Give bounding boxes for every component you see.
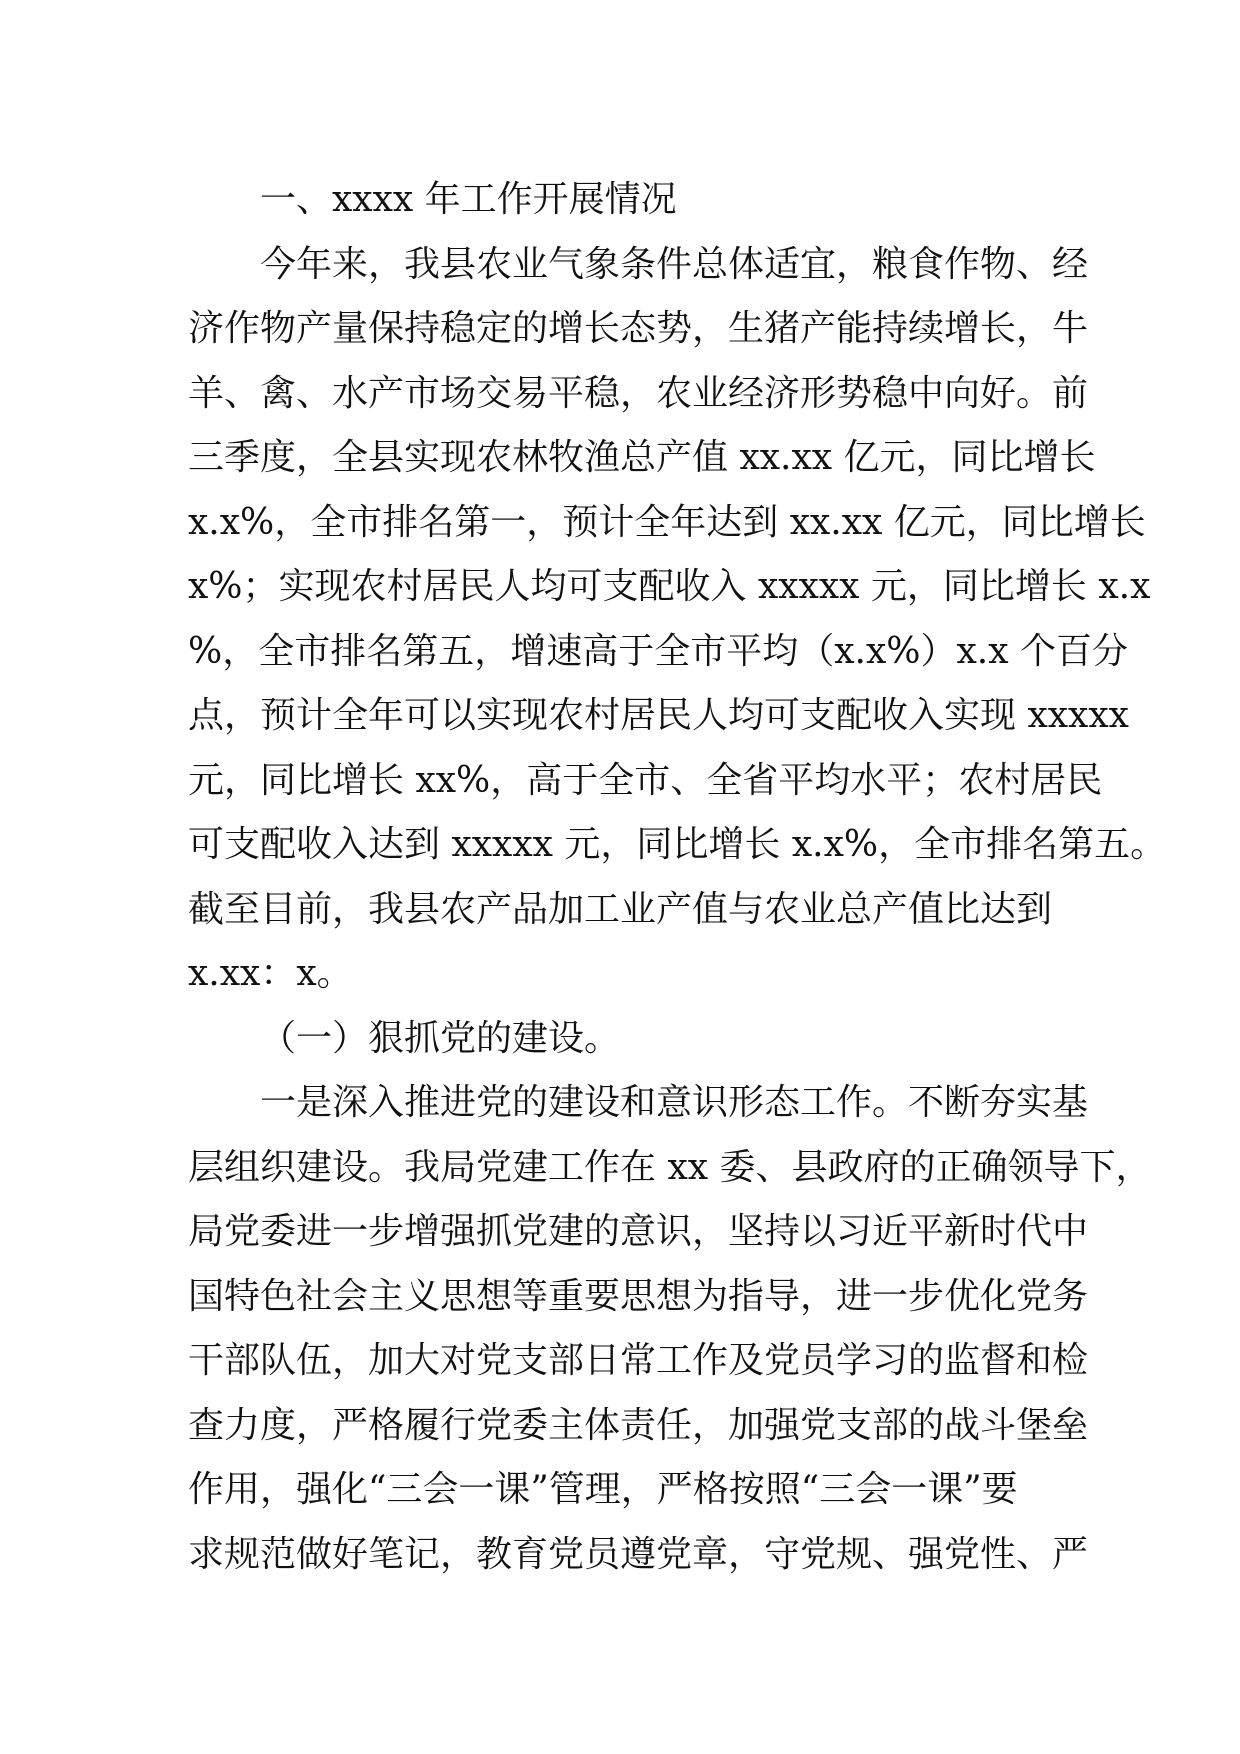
text-line: 元，同比增长 xx%，高于全市、全省平均水平；农村居民 (188, 759, 1103, 801)
text-line: 济作物产量保持稳定的增长态势，生猪产能持续增长，牛 (188, 308, 1089, 349)
text-line: 干部队伍，加大对党支部日常工作及党员学习的监督和检 (188, 1340, 1089, 1381)
text-line: x.xx：x。 (188, 953, 353, 994)
paragraph-party-building (188, 1071, 1152, 1587)
heading-text: 一、xxxx 年工作开展情况 (260, 179, 677, 220)
text-line: 羊、禽、水产市场交易平稳，农业经济形势稳中向好。前 (188, 372, 1089, 414)
text-line: 点，预计全年可以实现农村居民人均可支配收入实现 xxxxx (188, 695, 1129, 736)
text-line: 三季度，全县实现农林牧渔总产值 xx.xx 亿元，同比增长 (188, 437, 1096, 478)
text-line: 今年来，我县农业气象条件总体适宜，粮食作物、经 (260, 243, 1089, 285)
text-line: x.x%，全市排名第一，预计全年达到 xx.xx 亿元，同比增长 (188, 501, 1146, 543)
text-line: %，全市排名第五，增速高于全市平均（x.x%）x.x 个百分 (188, 630, 1128, 672)
text-line: 查力度，严格履行党委主体责任，加强党支部的战斗堡垒 (188, 1404, 1089, 1446)
text-line: 国特色社会主义思想等重要思想为指导，进一步优化党务 (188, 1275, 1089, 1317)
section-heading-2 (188, 1007, 1058, 1072)
heading-text: （一）狠抓党的建设。 (260, 1017, 621, 1059)
text-line: 求规范做好笔记，教育党员遵党章，守党规、强党性、严 (188, 1533, 1089, 1575)
text-line: 作用，强化“三会一课”管理，严格按照“三会一课”要 (188, 1469, 1018, 1510)
text-line: 局党委进一步增强抓党建的意识，坚持以习近平新时代中 (188, 1211, 1089, 1252)
text-line: 一是深入推进党的建设和意识形态工作。不断夯实基 (260, 1082, 1089, 1123)
text-line: 可支配收入达到 xxxxx 元，同比增长 x.x%，全市排名第五。 (188, 824, 1167, 865)
text-line: x%；实现农村居民人均可支配收入 xxxxx 元，同比增长 x.x (188, 566, 1151, 607)
text-line: 层组织建设。我局党建工作在 xx 委、县政府的正确领导下， (188, 1146, 1152, 1188)
text-line: 截至目前，我县农产品加工业产值与农业总产值比达到 (188, 888, 1053, 930)
section-heading-1 (188, 168, 1058, 233)
document-body (188, 168, 1167, 1587)
paragraph-overview (188, 233, 1167, 1007)
